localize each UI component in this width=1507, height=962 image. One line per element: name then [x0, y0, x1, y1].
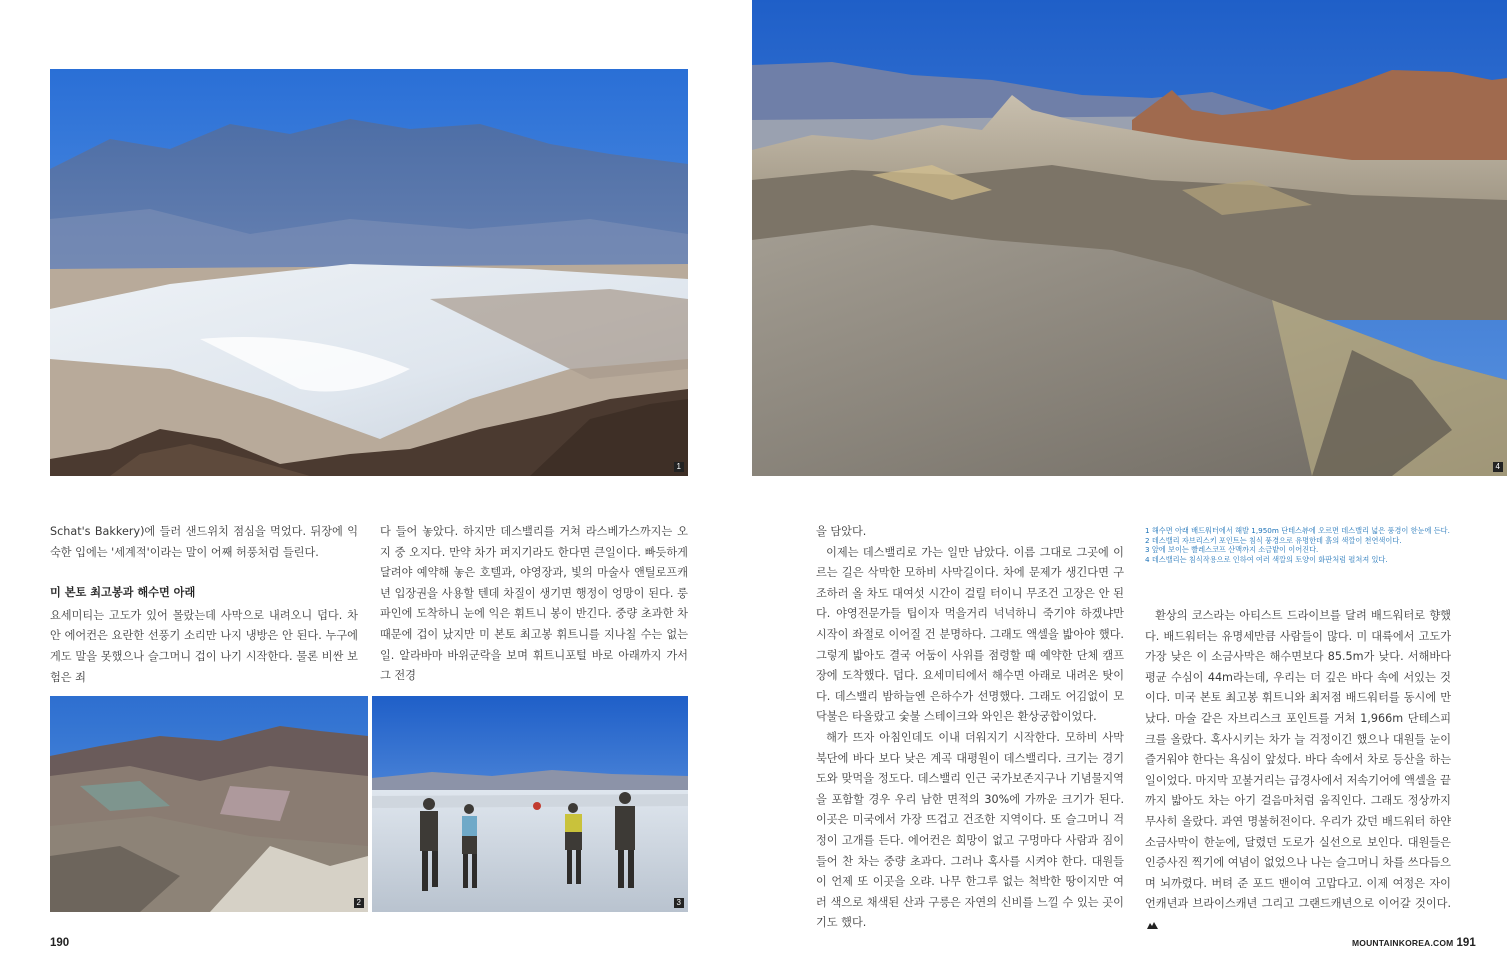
photo-1-number: 1 — [674, 462, 684, 472]
photo-2-number: 2 — [354, 898, 364, 908]
article-column-1 — [50, 522, 358, 688]
caption-1: 1 해수면 아래 배드워터에서 해발 1,950m 단테스뷰에 오르면 데스밸리 넓은 풍경이 한눈에 든다. — [1145, 526, 1450, 535]
photo-2-image — [50, 696, 368, 912]
section-subheading: 미 본토 최고봉과 해수면 아래 — [50, 586, 196, 600]
page-number-right: 191 — [1456, 937, 1476, 949]
photo-captions — [1145, 526, 1450, 565]
photo-3-number: 3 — [674, 898, 684, 908]
caption-4: 4 데스밸리는 침식작용으로 인하여 여러 색깔의 토양이 화판처럼 펼쳐져 있다. — [1145, 555, 1388, 565]
end-of-article-mountain-icon — [1147, 921, 1158, 929]
photo-1-image — [50, 69, 688, 476]
column-3-paragraph-3: 해가 뜨자 아침인데도 이내 더워지기 시작한다. 모하비 사막 북단에 바다 보다 낮은 계곡 대평원이 데스밸리다. 크기는 경기도와 맞먹을 정도다. 데스밸리 인근 국가보존지구나 기념물지역을 포함할 경우 우리 남한 면적의 30%에 가까운 크기가 된다. 이곳은 미국에서 가장 뜨겁고 건조한 지역이다. 또 슬그머니 걱정이 고개를 든다. 에어컨은 희망이 없고 구멍마다 사람과 짐이 들어 찬 차는 중량 초과다. 그러나 혹사를 시켜야 한다. 대원들이 언제 또 이곳을 오랴. 나무 한그루 없는 척박한 땅이지만 여러 색으로 채색된 산과 구릉은 자연의 신비를 느낄 수 있는 곳이기도 했다. — [816, 730, 1124, 930]
website-name: MOUNTAINKOREA.COM — [1352, 938, 1454, 948]
column-3-paragraph-1: 을 담았다. — [816, 525, 867, 538]
article-column-3 — [816, 522, 1124, 934]
caption-2: 2 데스밸리 자브리스키 포인트는 침식 풍경으로 유명한데 흙의 색깔이 천연색이다. — [1145, 535, 1402, 545]
column-1-body: 요세미티는 고도가 있어 몰랐는데 사막으로 내려오니 덥다. 차 안 에어컨은 요란한 선풍기 소리만 나지 냉방은 안 된다. 누구에게도 말을 못했으나 슬그머니 겁이 나기 시작한다. 물론 비싼 보험은 죄 — [50, 608, 358, 684]
photo-4-badlands — [752, 0, 1507, 476]
photo-2-artists-palette — [50, 696, 368, 912]
column-4-paragraph — [1145, 606, 1451, 936]
photo-4-image — [752, 0, 1507, 476]
page-footer-right — [1352, 937, 1476, 949]
photo-3-image — [372, 696, 688, 912]
photo-3-badwater-hikers — [372, 696, 688, 912]
photo-1-salt-flat-valley — [50, 69, 688, 476]
column-1-intro: Schat's Bakkery)에 들러 샌드위치 점심을 먹었다. 뒤장에 익숙한 입에는 '세계적'이라는 말이 어째 허풍처럼 들린다. — [50, 525, 358, 559]
column-3-paragraph-2: 이제는 데스밸리로 가는 일만 남았다. 이름 그대로 그곳에 이르는 길은 삭막한 모하비 사막길이다. 차에 문제가 생긴다면 구조하러 올 차도 대여섯 시간이 걸릴 터이니 무조건 고장은 안 된다. 야영전문가들 팁이자 먹을거리 넉넉하니 죽기야 하겠냐만 시작이 좌절로 이어질 건 분명하다. 그래도 액셀을 밟아야 했다. 그렇게 밟아도 결국 어둠이 사위를 점령할 때 예약한 단체 캠프장에 도착했다. 덥다. 요세미티에서 해수면 아래로 내려온 탓이다. 데스밸리 밤하늘엔 은하수가 선명했다. 그래도 어김없이 모닥불은 타올랐고 숯불 스테이크와 와인은 환상궁합이었다. — [816, 545, 1124, 724]
article-column-4 — [1145, 606, 1451, 936]
article-column-2 — [380, 522, 688, 687]
page-number-left: 190 — [50, 937, 70, 949]
column-4-body: 환상의 코스라는 아티스트 드라이브를 달려 배드워터로 향했다. 배드워터는 유명세만큼 사람들이 많다. 미 대륙에서 고도가 가장 낮은 이 소금사막은 해수면보다 85.5m가 낮다. 서해바다 평균 수심이 44m라는데, 우리는 더 깊은 바다 속에 서있는 것이다. 미국 본토 최고봉 휘트니와 최저점 배드워터를 동시에 만났다. 마술 같은 자브리스크 포인트를 거쳐 1,966m 단테스피크를 올랐다. 혹사시키는 차가 늘 걱정이긴 했으나 대원들 눈이 즐거워야 한다는 욕심이 앞섰다. 바다 속에서 차로 등산을 하는 일이었다. 마지막 꼬불거리는 급경사에서 저속기어에 액셀을 끝까지 밟아도 차는 아기 걸음마처럼 움직인다. 그래도 정상까지 무사히 올랐다. 과연 명불허전이다. 우리가 갔던 배드워터 하얀 소금사막이 한눈에, 달렸던 도로가 실선으로 보인다. 대원들은 인증사진 찍기에 여념이 없었으나 나는 슬그머니 차를 쓰다듬으며 뇌까렸다. 버텨 준 포드 밴이여 고맙다고. 이제 여정은 자이언캐년과 브라이스캐년 그리고 그랜드캐년으로 이어갈 것이다. — [1145, 609, 1451, 911]
column-2-body: 다 들어 놓았다. 하지만 데스밸리를 거쳐 라스베가스까지는 오지 중 오지다. 만약 차가 퍼지기라도 한다면 큰일이다. 빠듯하게 달려야 예약해 놓은 호텔과, 야영장과, 빛의 마술사 앤틸로프캐년 입장권을 사용할 텐데 차질이 생기면 행정이 엉망이 된다. 룽파인에 도착하니 눈에 익은 휘트니 봉이 반긴다. 중량 초과한 차 때문에 겁이 났지만 미 본토 최고봉 휘트니를 지나칠 수는 없는 일. 알라바마 바위군락을 보며 휘트니포털 바로 아래까지 가서 그 전경 — [380, 525, 688, 683]
photo-4-number: 4 — [1493, 462, 1503, 472]
caption-3: 3 앞에 보이는 빨레스코프 산맥까지 소금밭이 이어진다. — [1145, 545, 1319, 555]
